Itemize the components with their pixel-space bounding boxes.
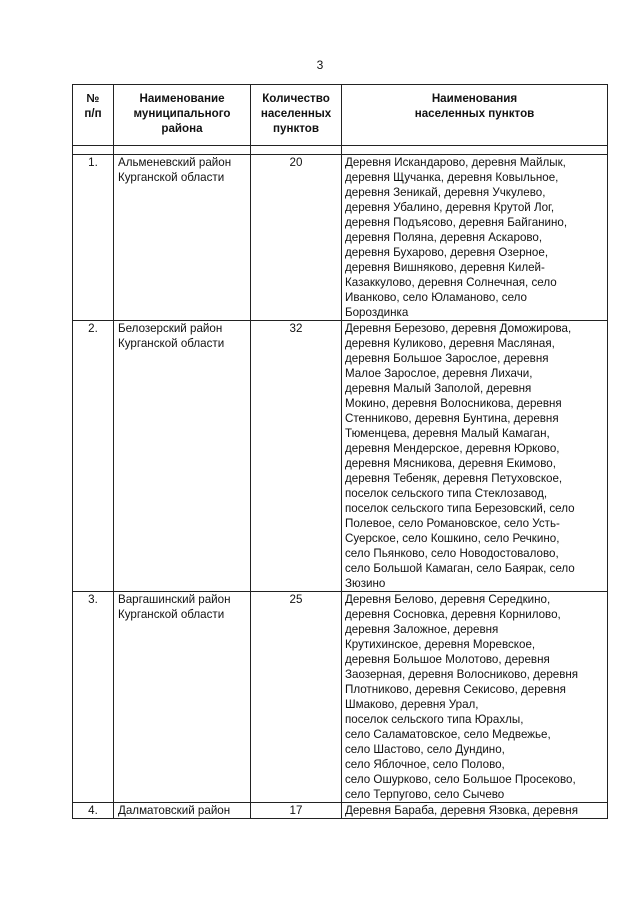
settlement-names-line: село Ошурково, село Большое Просеково, — [345, 773, 576, 786]
settlement-names-line: Иванково, село Юламаново, село — [345, 291, 528, 304]
district-name-line: Курганской области — [118, 608, 225, 621]
settlement-names — [342, 592, 608, 803]
settlement-names-line: деревня Поляна, деревня Аскарово, — [345, 231, 543, 244]
settlement-names-line: Тюменцева, деревня Малый Камаган, — [345, 427, 550, 440]
district-name — [114, 155, 251, 321]
settlement-names-line: деревня Мендерское, деревня Юрково, — [345, 442, 560, 455]
district-name-line: Далматовский район — [118, 804, 231, 817]
settlement-names-line: деревня Мясникова, деревня Екимово, — [345, 457, 556, 470]
settlement-names-line: Суерское, село Кошкино, село Речкино, — [345, 532, 560, 545]
settlement-names-line: деревня Заложное, деревня — [345, 623, 499, 636]
district-name — [114, 803, 251, 819]
settlement-names-line: Шмаково, деревня Урал, — [345, 698, 479, 711]
settlement-names-line: Крутихинское, деревня Моревское, — [345, 638, 536, 651]
settlement-names-line: поселок сельского типа Березовский, село — [345, 502, 575, 515]
settlement-names-line: село Терпугово, село Сычево — [345, 788, 505, 801]
settlement-names — [342, 803, 608, 819]
row-number: 2. — [73, 321, 114, 592]
settlement-names-line: Плотниково, деревня Секисово, деревня — [345, 683, 566, 696]
page-number: 3 — [316, 58, 324, 72]
settlement-names-line: Деревня Бараба, деревня Язовка, деревня — [345, 804, 578, 817]
settlement-names-line: село Яблочное, село Полово, — [345, 758, 505, 771]
settlement-names-line: Стенниково, деревня Бунтина, деревня — [345, 412, 559, 425]
settlement-names-line: Бороздинка — [345, 306, 409, 319]
settlement-names-line: деревня Большое Молотово, деревня — [345, 653, 550, 666]
settlement-names-line: деревня Убалино, деревня Крутой Лог, — [345, 201, 555, 214]
settlement-names-line: деревня Щучанка, деревня Ковыльное, — [345, 171, 559, 184]
district-name-line: Альменевский район — [118, 156, 232, 169]
settlement-names-line: село Саламатовское, село Медвежье, — [345, 728, 551, 741]
settlement-names-line: село Большой Камаган, село Баярак, село — [345, 562, 575, 575]
settlement-names-line: деревня Подъясово, деревня Байганино, — [345, 216, 568, 229]
settlement-names-line: деревня Куликово, деревня Масляная, — [345, 337, 555, 350]
header-district-name: Наименование муниципального района — [114, 85, 251, 146]
header-settlement-names: Наименования населенных пунктов — [342, 85, 608, 146]
settlement-names-line: поселок сельского типа Стеклозавод, — [345, 487, 548, 500]
settlement-count: 32 — [251, 321, 342, 592]
settlement-names-line: Мокино, деревня Волосникова, деревня — [345, 397, 562, 410]
table-spacer-row — [73, 146, 608, 155]
table-row — [73, 592, 608, 803]
table-row — [73, 803, 608, 819]
settlement-names-line: деревня Зеникай, деревня Учкулево, — [345, 186, 546, 199]
settlement-count: 25 — [251, 592, 342, 803]
settlement-names-line: деревня Малый Заполой, деревня — [345, 382, 532, 395]
row-number: 4. — [73, 803, 114, 819]
district-name-line: Курганской области — [118, 171, 225, 184]
district-name-line: Курганской области — [118, 337, 225, 350]
district-name-line: Варгашинский район — [118, 593, 231, 606]
settlement-names-line: поселок сельского типа Юрахлы, — [345, 713, 524, 726]
row-number: 3. — [73, 592, 114, 803]
settlement-names-line: Зюзино — [345, 577, 386, 590]
settlement-names-line: деревня Сосновка, деревня Корнилово, — [345, 608, 561, 621]
settlement-names-line: Полевое, село Романовское, село Усть- — [345, 517, 560, 530]
settlement-names-line: село Шастово, село Дундино, — [345, 743, 505, 756]
settlement-names-line: Казаккулово, деревня Солнечная, село — [345, 276, 557, 289]
settlement-names-line: Заозерная, деревня Волосниково, деревня — [345, 668, 579, 681]
settlement-names-line: деревня Бухарово, деревня Озерное, — [345, 246, 549, 259]
settlement-names-line: Деревня Белово, деревня Середкино, — [345, 593, 551, 606]
header-num: № п/п — [73, 85, 114, 146]
settlement-count: 20 — [251, 155, 342, 321]
table-header-row — [73, 85, 608, 146]
table-row — [73, 321, 608, 592]
district-name — [114, 321, 251, 592]
row-number: 1. — [73, 155, 114, 321]
settlement-names-line: деревня Тебеняк, деревня Петуховское, — [345, 472, 563, 485]
district-name-line: Белозерский район — [118, 322, 223, 335]
header-settlement-count: Количество населенных пунктов — [251, 85, 342, 146]
settlement-names-line: село Пьянково, село Новодостовалово, — [345, 547, 559, 560]
settlement-count: 17 — [251, 803, 342, 819]
settlement-names-line: деревня Вишняково, деревня Килей- — [345, 261, 545, 274]
settlement-names — [342, 321, 608, 592]
district-name — [114, 592, 251, 803]
settlement-names-line: Малое Зарослое, деревня Лихачи, — [345, 367, 533, 380]
settlement-names-line: Деревня Искандарово, деревня Майлык, — [345, 156, 566, 169]
settlements-table — [72, 84, 608, 819]
settlement-names-line: Деревня Березово, деревня Доможирова, — [345, 322, 572, 335]
table-row — [73, 155, 608, 321]
settlement-names — [342, 155, 608, 321]
settlement-names-line: деревня Большое Зарослое, деревня — [345, 352, 549, 365]
